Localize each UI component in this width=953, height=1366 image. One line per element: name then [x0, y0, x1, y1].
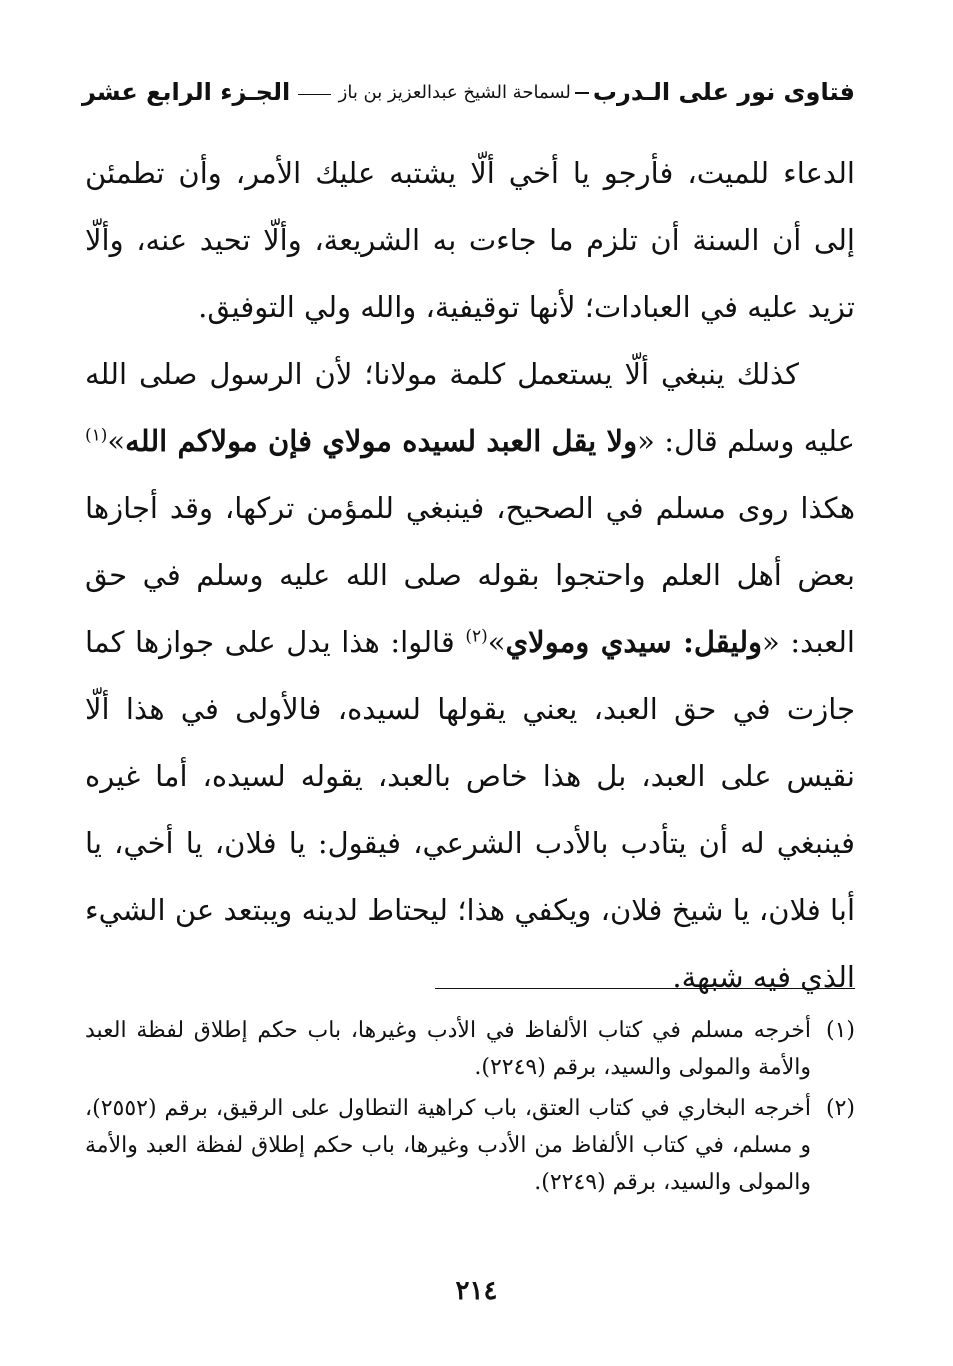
- main-text: [85, 140, 855, 1011]
- quote-2-close: »: [487, 625, 506, 659]
- footnote-ref-1[interactable]: (١): [85, 425, 108, 446]
- volume-title: الجـزء الرابع عشر: [82, 78, 291, 106]
- footnote-1-text: أخرجه مسلم في كتاب الألفاظ في الأدب وغيرها، باب حكم إطلاق لفظة العبد والأمة والمولى والسيد، برقم (٢٢٤٩).: [85, 1018, 811, 1080]
- page-number: ٢١٤: [455, 1276, 498, 1306]
- hadith-quote-1: ولا يقل العبد لسيده مولاي فإن مولاكم الله: [125, 424, 638, 458]
- running-header: [82, 72, 855, 112]
- footnote-2-number: (٢): [825, 1096, 855, 1121]
- paragraph-2-part-3: قالوا: هذا يدل على جوازها كما جازت في حق العبد، يعني يقولها لسيده، فالأولى في هذا ألّا نقيس على العبد، بل هذا خاص بالعبد، يقوله لسيده، أما غيره فينبغي له أن يتأدب بالأدب الشرعي، فيقول: يا فلان، يا أخي، يا أبا فلان، يا شيخ فلان، ويكفي هذا؛ ليحتاط لدينه ويبتعد عن الشيء الذي فيه شبهة.: [85, 625, 855, 994]
- paragraph-2-part-2: هكذا روى مسلم في الصحيح، فينبغي للمؤمن تركها، وقد أجازها بعض أهل العلم واحتجوا بقوله صلى الله عليه وسلم في حق العبد: «: [85, 491, 855, 659]
- paragraph-2-part-1: كذلك ينبغي ألّا يستعمل كلمة مولانا؛ لأن الرسول صلى الله عليه وسلم قال: «: [85, 357, 855, 458]
- paragraph-1: الدعاء للميت، فأرجو يا أخي ألّا يشتبه عليك الأمر، وأن تطمئن إلى أن السنة أن تلزم ما جاءت به الشريعة، وألّا تحيد عنه، وألّا تزيد عليه في العبادات؛ لأنها توقيفية، والله ولي التوفيق.: [85, 156, 855, 324]
- footnote-1: [85, 1012, 855, 1086]
- header-dash: [575, 92, 589, 94]
- author-name: لسماحة الشيخ عبدالعزيز بن باز: [338, 81, 571, 103]
- footnote-1-number: (١): [825, 1018, 855, 1043]
- footnotes: [85, 1012, 855, 1205]
- quote-1-close: »: [107, 424, 126, 458]
- book-title: فتاوى نور على الـدرب: [592, 78, 855, 106]
- header-rule: [298, 94, 330, 95]
- footnote-2: [85, 1090, 855, 1201]
- footnote-2-text: أخرجه البخاري في كتاب العتق، باب كراهية التطاول على الرقيق، برقم (٢٥٥٢)، و مسلم، في كتاب الألفاظ من الأدب وغيرها، باب حكم إطلاق لفظة العبد والأمة والمولى والسيد، برقم (٢٢٤٩).: [85, 1096, 811, 1195]
- footnote-separator: [435, 988, 855, 989]
- paragraph-2: [85, 341, 855, 1011]
- hadith-quote-2: وليقل: سيدي ومولاي: [505, 625, 763, 659]
- footnote-ref-2[interactable]: (٢): [465, 626, 488, 647]
